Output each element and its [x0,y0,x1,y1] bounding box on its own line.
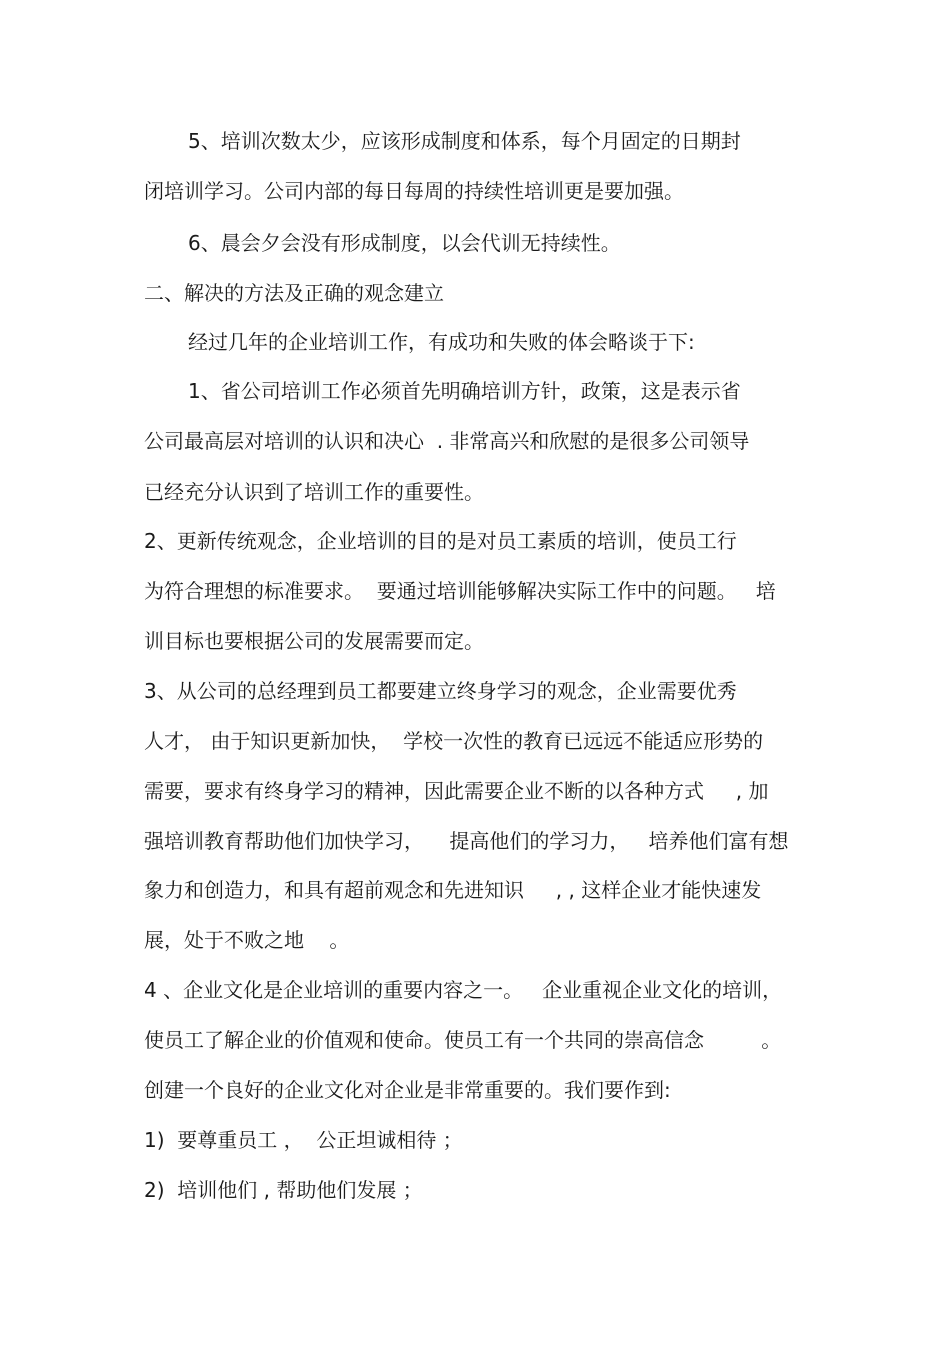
text-line: 训目标也要根据公司的发展需要而定。 [144,629,484,653]
text-line: 强培训教育帮助他们加快学习， 提高他们的学习力， 培养他们富有想 [144,829,789,853]
text-line: 6、晨会夕会没有形成制度，以会代训无持续性。 [188,231,621,255]
section-heading: 二、解决的方法及正确的观念建立 [144,281,444,305]
text-line: 2、更新传统观念，企业培训的目的是对员工素质的培训，使员工行 [144,529,737,553]
text-line: 公司最高层对培训的认识和决心 . 非常高兴和欣慰的是很多公司领导 [144,429,750,453]
text-line: 需要，要求有终身学习的精神，因此需要企业不断的以各种方式 , 加 [144,779,769,803]
text-line: 已经充分认识到了培训工作的重要性。 [144,480,484,504]
text-line: 象力和创造力，和具有超前观念和先进知识 , , 这样企业才能快速发 [144,878,762,902]
list-item: 2) 培训他们 , 帮助他们发展 ； [144,1178,423,1202]
text-line: 为符合理想的标准要求。 要通过培训能够解决实际工作中的问题。 培 [144,579,776,603]
list-item: 1) 要尊重员工 ， 公正坦诚相待 ； [144,1128,463,1152]
text-line: 展，处于不败之地 。 [144,928,350,952]
text-line: 5、培训次数太少，应该形成制度和体系，每个月固定的日期封 [188,129,741,153]
text-line: 人才， 由于知识更新加快， 学校一次性的教育已远远不能适应形势的 [144,729,764,753]
text-line: 闭培训学习。公司内部的每日每周的持续性培训更是要加强。 [144,179,684,203]
text-line: 4 、企业文化是企业培训的重要内容之一。 企业重视企业文化的培训， [144,978,783,1002]
text-line: 3、从公司的总经理到员工都要建立终身学习的观念，企业需要优秀 [144,679,737,703]
text-line: 1、省公司培训工作必须首先明确培训方针，政策，这是表示省 [188,379,741,403]
text-line: 创建一个良好的企业文化对企业是非常重要的。我们要作到: [144,1078,671,1102]
text-line: 经过几年的企业培训工作，有成功和失败的体会略谈于下: [188,330,695,354]
text-line: 使员工了解企业的价值观和使命。使员工有一个共同的崇高信念 。 [144,1028,782,1052]
